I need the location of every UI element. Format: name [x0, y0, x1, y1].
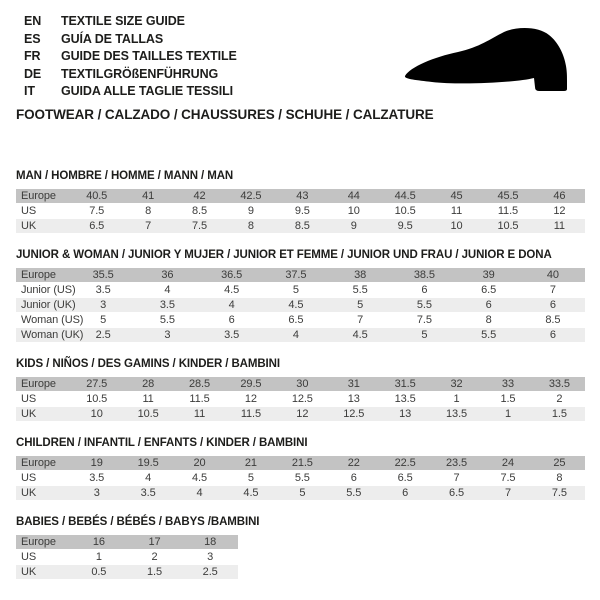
size-value: 2 [556, 393, 563, 405]
size-value: 1.5 [551, 408, 567, 420]
table-row [16, 328, 585, 342]
size-table [16, 189, 585, 233]
row-label: US [21, 551, 37, 563]
size-table-section [16, 249, 585, 342]
size-value: 28 [142, 378, 155, 390]
size-value: 21.5 [291, 457, 313, 469]
size-value: 6 [485, 299, 492, 311]
table-row [16, 550, 238, 564]
size-value: 1 [504, 408, 511, 420]
size-value: 5.5 [352, 284, 368, 296]
size-value: 44 [347, 190, 360, 202]
language-row [24, 83, 237, 101]
size-value: 22.5 [394, 457, 416, 469]
size-value: 3 [93, 487, 100, 499]
size-value: 38 [354, 269, 367, 281]
size-value: 8 [247, 220, 254, 232]
size-value: 3.5 [140, 487, 156, 499]
size-table [16, 377, 585, 421]
size-value: 23.5 [446, 457, 468, 469]
size-value: 9.5 [294, 205, 310, 217]
size-value: 3.5 [95, 284, 111, 296]
table-row [16, 565, 238, 579]
size-value: 13 [347, 393, 360, 405]
size-value: 7.5 [192, 220, 208, 232]
row-label: US [21, 472, 37, 484]
size-value: 18 [204, 536, 217, 548]
row-label: Europe [21, 269, 56, 281]
row-label: UK [21, 220, 37, 232]
size-value: 6 [350, 472, 357, 484]
size-value: 12 [296, 408, 309, 420]
row-label: US [21, 393, 37, 405]
table-title: BABIES / BEBÉS / BÉBÉS / BABYS /BAMBINI [16, 516, 260, 528]
size-value: 33 [501, 378, 514, 390]
size-value: 10.5 [394, 205, 416, 217]
table-title: MAN / HOMBRE / HOMME / MANN / MAN [16, 170, 234, 182]
language-row [24, 48, 237, 66]
size-value: 21 [244, 457, 257, 469]
row-label: Junior (UK) [21, 299, 76, 311]
size-value: 8 [145, 205, 152, 217]
size-value: 13 [399, 408, 412, 420]
size-table-section [16, 437, 585, 500]
size-value: 42.5 [240, 190, 262, 202]
language-code: DE [24, 66, 42, 81]
size-value: 3 [164, 329, 171, 341]
size-value: 1.5 [500, 393, 516, 405]
table-row [16, 535, 238, 549]
size-value: 2.5 [202, 566, 218, 578]
size-value: 1 [95, 551, 102, 563]
size-value: 7 [145, 220, 152, 232]
size-value: 3.5 [89, 472, 105, 484]
category-title: FOOTWEAR / CALZADO / CHAUSSURES / SCHUHE / CALZATURE [16, 107, 434, 122]
size-value: 6.5 [89, 220, 105, 232]
size-value: 5.5 [346, 487, 362, 499]
language-code: ES [24, 31, 41, 46]
size-table-section [16, 516, 585, 579]
size-value: 44.5 [394, 190, 416, 202]
size-value: 11.5 [497, 205, 519, 217]
size-value: 5.5 [294, 472, 310, 484]
size-value: 4.5 [288, 299, 304, 311]
size-value: 46 [553, 190, 566, 202]
size-value: 25 [553, 457, 566, 469]
size-value: 40.5 [86, 190, 108, 202]
size-value: 8 [485, 314, 492, 326]
size-value: 16 [92, 536, 105, 548]
language-list [24, 13, 237, 101]
size-value: 11 [450, 205, 463, 217]
table-row [16, 283, 585, 297]
size-value: 3 [207, 551, 214, 563]
size-value: 9.5 [397, 220, 413, 232]
size-value: 38.5 [413, 269, 435, 281]
size-value: 5 [357, 299, 364, 311]
size-value: 39 [482, 269, 495, 281]
size-value: 27.5 [86, 378, 108, 390]
size-value: 10.5 [137, 408, 159, 420]
size-value: 31.5 [394, 378, 416, 390]
size-value: 17 [148, 536, 161, 548]
size-value: 12.5 [343, 408, 365, 420]
row-label: Europe [21, 457, 56, 469]
size-value: 36.5 [221, 269, 243, 281]
size-value: 41 [142, 190, 155, 202]
language-row [24, 31, 237, 49]
size-value: 5 [421, 329, 428, 341]
size-value: 0.5 [91, 566, 107, 578]
size-value: 4.5 [192, 472, 208, 484]
table-row [16, 268, 585, 282]
language-label: GUIDE DES TAILLES TEXTILE [61, 49, 237, 63]
size-value: 7 [357, 314, 364, 326]
size-value: 45 [450, 190, 463, 202]
language-code: EN [24, 14, 42, 28]
language-label: GUÍA DE TALLAS [61, 31, 164, 46]
size-value: 6.5 [288, 314, 304, 326]
row-label: US [21, 205, 37, 217]
size-value: 3.5 [159, 299, 175, 311]
size-value: 5 [247, 472, 254, 484]
size-value: 33.5 [548, 378, 570, 390]
size-value: 6.5 [449, 487, 465, 499]
row-label: Europe [21, 378, 56, 390]
size-value: 8.5 [192, 205, 208, 217]
size-value: 4 [145, 472, 152, 484]
size-value: 5.5 [416, 299, 432, 311]
language-row [24, 66, 237, 84]
size-table [16, 456, 585, 500]
size-value: 32 [450, 378, 463, 390]
table-row [16, 204, 585, 218]
table-row [16, 407, 585, 421]
size-value: 10 [450, 220, 463, 232]
size-value: 12 [244, 393, 257, 405]
size-table-section [16, 358, 585, 421]
size-value: 5.5 [159, 314, 175, 326]
table-row [16, 219, 585, 233]
table-row [16, 392, 585, 406]
table-row [16, 189, 585, 203]
size-value: 5 [299, 487, 306, 499]
size-value: 8.5 [545, 314, 561, 326]
row-label: Junior (US) [21, 284, 76, 296]
size-value: 6 [549, 329, 556, 341]
table-title: KIDS / NIÑOS / DES GAMINS / KINDER / BAMBINI [16, 358, 280, 370]
size-value: 7.5 [89, 205, 105, 217]
size-value: 5 [292, 284, 299, 296]
size-value: 11.5 [189, 393, 210, 405]
row-label: UK [21, 487, 37, 499]
size-value: 4 [196, 487, 203, 499]
size-value: 7.5 [416, 314, 432, 326]
size-value: 6 [549, 299, 556, 311]
size-value: 11.5 [240, 408, 262, 420]
size-value: 10.5 [86, 393, 108, 405]
size-value: 12 [553, 205, 566, 217]
size-value: 20 [193, 457, 206, 469]
size-value: 43 [296, 190, 309, 202]
table-row [16, 313, 585, 327]
table-row [16, 456, 585, 470]
size-value: 13.5 [394, 393, 416, 405]
size-value: 2.5 [95, 329, 111, 341]
size-table-section [16, 170, 585, 233]
row-label: Woman (US) [21, 314, 84, 326]
size-value: 7 [504, 487, 511, 499]
size-value: 3 [100, 299, 107, 311]
language-label: TEXTILE SIZE GUIDE [61, 14, 185, 28]
size-value: 4 [228, 299, 235, 311]
size-value: 30 [296, 378, 309, 390]
language-code: IT [24, 84, 35, 98]
size-table [16, 268, 585, 342]
size-value: 4.5 [352, 329, 368, 341]
size-value: 12.5 [291, 393, 313, 405]
size-value: 7 [453, 472, 460, 484]
size-value: 31 [347, 378, 360, 390]
size-value: 4 [292, 329, 299, 341]
size-value: 28.5 [189, 378, 211, 390]
size-value: 6 [402, 487, 409, 499]
size-value: 11 [142, 393, 154, 405]
size-value: 45.5 [497, 190, 519, 202]
size-value: 36 [161, 269, 174, 281]
size-value: 6 [228, 314, 235, 326]
language-code: FR [24, 49, 41, 63]
table-row [16, 486, 585, 500]
size-value: 29.5 [240, 378, 262, 390]
row-label: Europe [21, 536, 56, 548]
row-label: UK [21, 566, 37, 578]
size-tables [16, 170, 585, 595]
size-value: 42 [193, 190, 206, 202]
table-row [16, 377, 585, 391]
size-value: 40 [546, 269, 559, 281]
size-value: 6.5 [397, 472, 413, 484]
size-value: 8.5 [294, 220, 310, 232]
row-label: Europe [21, 190, 56, 202]
table-title: CHILDREN / INFANTIL / ENFANTS / KINDER / BAMBINI [16, 437, 308, 449]
size-value: 35.5 [92, 269, 114, 281]
size-value: 3.5 [224, 329, 240, 341]
row-label: Woman (UK) [21, 329, 84, 341]
size-value: 19.5 [137, 457, 159, 469]
size-value: 10 [90, 408, 103, 420]
size-value: 11 [193, 408, 206, 420]
size-value: 24 [501, 457, 514, 469]
size-value: 7.5 [500, 472, 516, 484]
size-value: 1.5 [147, 566, 162, 578]
language-row [24, 13, 237, 31]
size-value: 4 [164, 284, 171, 296]
size-value: 10.5 [497, 220, 519, 232]
shoe-icon [396, 26, 578, 98]
table-row [16, 298, 585, 312]
size-value: 4.5 [243, 487, 259, 499]
size-value: 10 [347, 205, 360, 217]
size-value: 13.5 [446, 408, 468, 420]
size-value: 4.5 [224, 284, 240, 296]
size-value: 37.5 [285, 269, 307, 281]
table-row [16, 471, 585, 485]
size-value: 9 [350, 220, 357, 232]
size-value: 5.5 [481, 329, 497, 341]
size-value: 11 [553, 220, 565, 232]
size-value: 2 [151, 551, 158, 563]
size-value: 7 [549, 284, 556, 296]
size-table [16, 535, 238, 579]
size-value: 5 [100, 314, 107, 326]
language-label: GUIDA ALLE TAGLIE TESSILI [61, 84, 234, 98]
size-value: 7.5 [551, 487, 567, 499]
size-value: 19 [90, 457, 103, 469]
size-value: 6 [421, 284, 428, 296]
table-title: JUNIOR & WOMAN / JUNIOR Y MUJER / JUNIOR ET FEMME / JUNIOR UND FRAU / JUNIOR E DONA [16, 249, 552, 261]
size-value: 6.5 [481, 284, 497, 296]
size-value: 1 [453, 393, 460, 405]
language-label: TEXTILGRÖßENFÜHRUNG [61, 66, 219, 81]
size-value: 9 [247, 205, 254, 217]
size-value: 8 [556, 472, 563, 484]
size-value: 22 [347, 457, 360, 469]
row-label: UK [21, 408, 37, 420]
